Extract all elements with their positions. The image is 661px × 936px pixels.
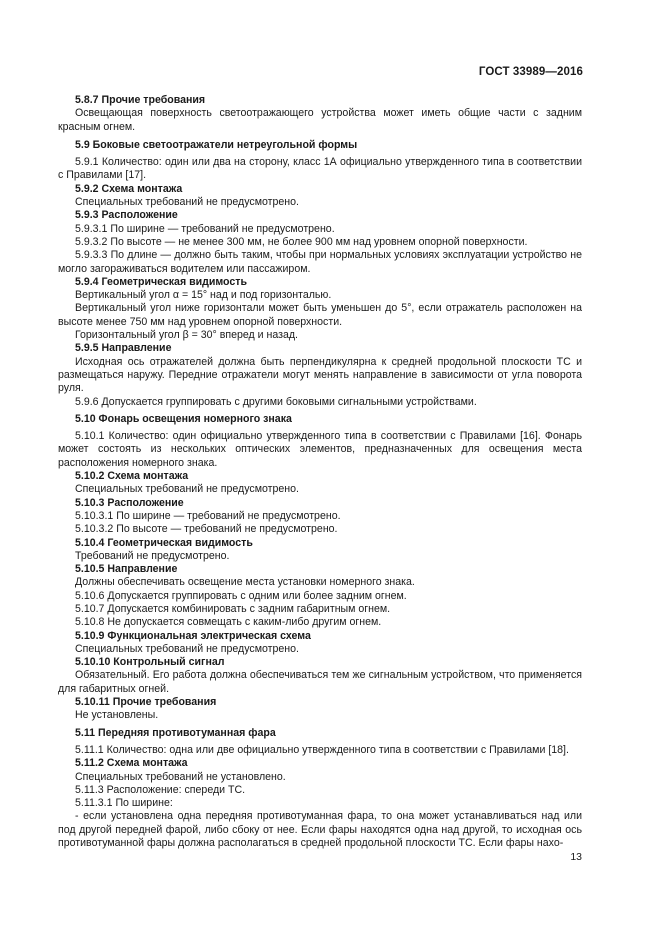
section-heading: 5.10 Фонарь освещения номерного знака — [75, 412, 292, 425]
section-heading: 5.11 Передняя противотуманная фара — [75, 726, 276, 739]
paragraph: Специальных требований не предусмотрено. — [75, 196, 299, 209]
paragraph: 5.9.3.1 По ширине — требований не предусмотрено. — [75, 222, 335, 235]
section-heading: 5.10.4 Геометрическая видимость — [75, 536, 253, 549]
paragraph: 5.11.1 Количество: одна или две официально утвержденного типа в соответствии с Правилами [18]. — [75, 743, 569, 756]
paragraph: 5.11.3 Расположение: спереди ТС. — [75, 783, 246, 796]
section-heading: 5.10.2 Схема монтажа — [75, 470, 189, 483]
paragraph: 5.9.3.3 По длине — должно быть таким, чтобы при нормальных условиях эксплуатации устройство не могло загораживаться водителем или пассажиром. — [58, 249, 582, 275]
paragraph: 5.9.3.2 По высоте — не менее 300 мм, не более 900 мм над уровнем опорной поверхности. — [75, 235, 528, 248]
paragraph: Вертикальный угол α = 15° над и под горизонталью. — [75, 289, 332, 302]
paragraph: 5.10.3.2 По высоте — требований не предусмотрено. — [75, 523, 338, 536]
paragraph: 5.10.8 Не допускается совмещать с каким-либо другим огнем. — [75, 616, 382, 629]
section-heading: 5.9.2 Схема монтажа — [75, 182, 183, 195]
section-heading: 5.10.3 Расположение — [75, 496, 184, 509]
paragraph: Требований не предусмотрено. — [75, 549, 230, 562]
paragraph: 5.9.1 Количество: один или два на сторону, класс 1А официально утвержденного типа в соответствии с Правилами [17]. — [58, 156, 582, 182]
paragraph: Специальных требований не предусмотрено. — [75, 642, 299, 655]
document-header: ГОСТ 33989—2016 — [478, 66, 583, 78]
paragraph: Не установлены. — [75, 709, 159, 722]
paragraph: Горизонтальный угол β = 30° вперед и назад. — [75, 329, 298, 342]
section-heading: 5.10.5 Направление — [75, 563, 178, 576]
paragraph: Вертикальный угол ниже горизонтали может быть уменьшен до 5°, если отражатель расположен на высоте менее 750 мм над уровнем опорной поверхности. — [58, 302, 582, 328]
section-heading: 5.9.3 Расположение — [75, 209, 178, 222]
paragraph: 5.9.6 Допускается группировать с другими боковыми сигнальными устройствами. — [75, 395, 477, 408]
section-heading: 5.10.9 Функциональная электрическая схема — [75, 629, 311, 642]
paragraph: 5.10.3.1 По ширине — требований не предусмотрено. — [75, 509, 341, 522]
paragraph: Специальных требований не предусмотрено. — [75, 483, 299, 496]
paragraph: 5.10.6 Допускается группировать с одним или более задним огнем. — [75, 589, 407, 602]
paragraph: - если установлена одна передняя противотуманная фара, то она может устанавливаться над или под другой передней фарой, либо сбоку от нее. Если фары находятся одна над другой, то исходная ось противотуманной фары должна располагаться в средней продольной плоскости ТС. Если фары нахо- — [58, 810, 582, 850]
paragraph: 5.11.3.1 По ширине: — [75, 797, 173, 810]
paragraph: Должны обеспечивать освещение места установки номерного знака. — [75, 576, 415, 589]
section-heading: 5.8.7 Прочие требования — [75, 94, 206, 106]
section-heading: 5.10.11 Прочие требования — [75, 696, 217, 709]
document-body — [58, 94, 582, 850]
paragraph: Исходная ось отражателей должна быть перпендикулярна к средней продольной плоскости ТС и размещаться наружу. Передние отражатели могут менять направление в зависимости от угла поворота руля. — [58, 355, 582, 395]
page-number: 13 — [570, 851, 582, 863]
paragraph: 5.10.1 Количество: один официально утвержденного типа в соответствии с Правилами [16]. Фонарь может состоять из нескольких оптических элементов, предназначенных для освещения места расположения номерного знака. — [58, 430, 582, 469]
paragraph: 5.10.7 Допускается комбинировать с задним габаритным огнем. — [75, 602, 391, 615]
section-heading: 5.11.2 Схема монтажа — [75, 757, 188, 770]
section-heading: 5.9.4 Геометрическая видимость — [75, 275, 247, 288]
paragraph: Обязательный. Его работа должна обеспечиваться тем же сигнальным устройством, что применяется для габаритных огней. — [58, 669, 582, 695]
paragraph: Специальных требований не установлено. — [75, 770, 286, 783]
paragraph: Освещающая поверхность светоотражающего устройства может иметь общие части с задним красным огнем. — [58, 107, 582, 133]
section-heading: 5.10.10 Контрольный сигнал — [75, 656, 225, 669]
section-heading: 5.9.5 Направление — [75, 342, 172, 355]
section-heading: 5.9 Боковые светоотражатели нетреугольной формы — [75, 138, 358, 151]
